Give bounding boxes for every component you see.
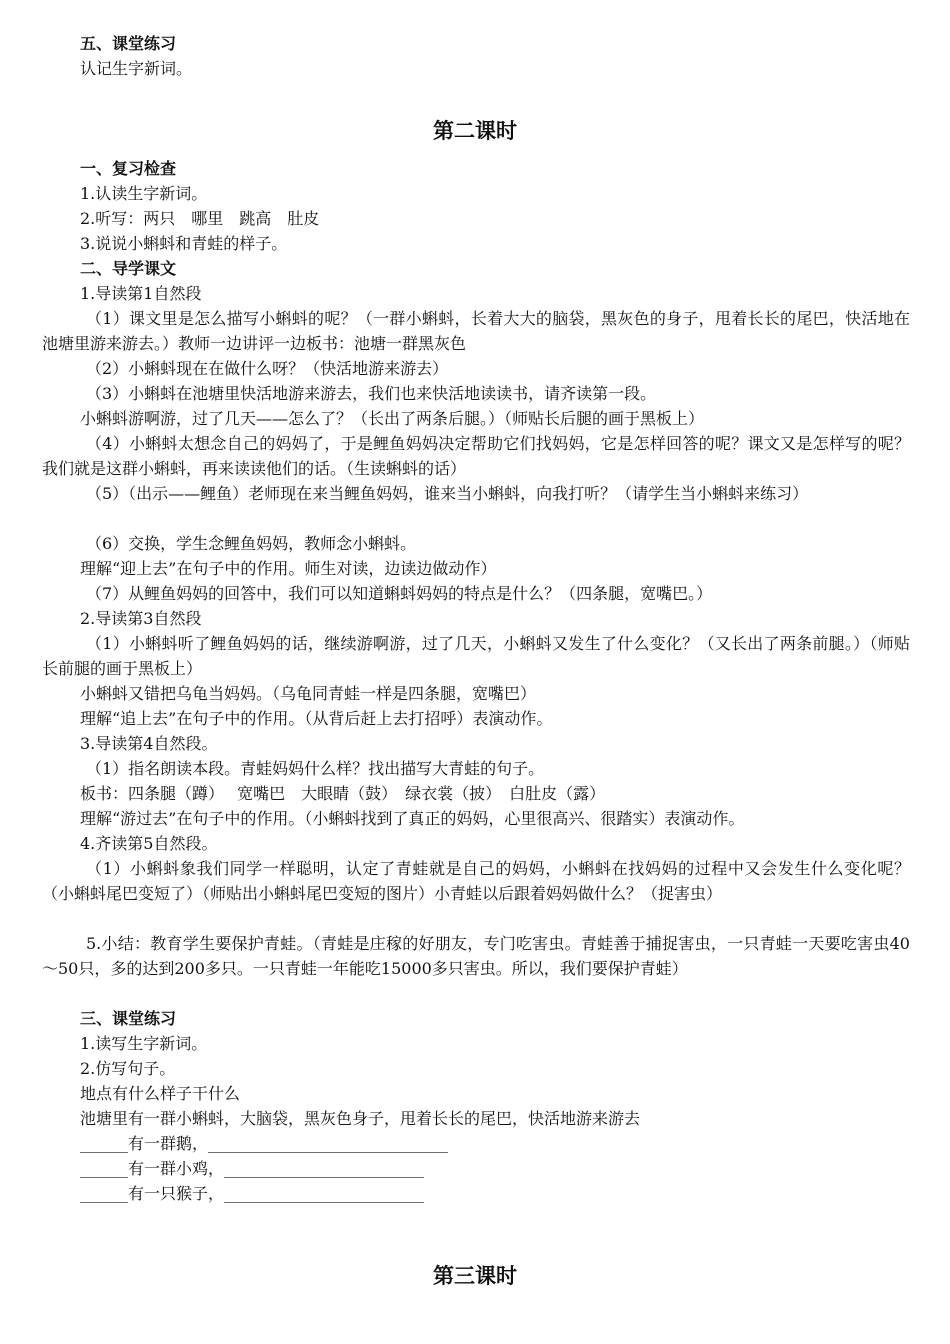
guide-p4-q1: （1）指名朗读本段。青蛙妈妈什么样？找出描写大青蛙的句子。 bbox=[86, 759, 545, 778]
guide-p1-q1: （1）课文里是怎么描写小蝌蚪的呢？（一群小蝌蚪，长着大大的脑袋，黑灰色的身子，甩着长长的尾巴，快活地在池塘里游来游去。）教师一边讲评一边板书：池塘一群黑灰色 bbox=[42, 309, 910, 353]
practice-blank-1: ______有一群鹅，______________________________ bbox=[80, 1134, 449, 1153]
guide-p5-title: 4.齐读第5自然段。 bbox=[80, 834, 218, 853]
practice-blank-3: ______有一只猴子，_________________________ bbox=[80, 1184, 425, 1203]
guide-p1-q7: （7）从鲤鱼妈妈的回答中，我们可以知道蝌蚪妈妈的特点是什么？（四条腿，宽嘴巴。） bbox=[86, 584, 713, 603]
review-item-1: 1.认读生字新词。 bbox=[80, 184, 208, 203]
guide-p1-q3: （3）小蝌蚪在池塘里快活地游来游去，我们也来快活地读读书，请齐读第一段。 bbox=[86, 384, 657, 403]
guide-p3-note1: 小蝌蚪又错把乌龟当妈妈。（乌龟同青蛙一样是四条腿，宽嘴巴） bbox=[80, 684, 537, 703]
review-item-2: 2.听写：两只 哪里 跳高 肚皮 bbox=[80, 209, 320, 228]
guide-p4-note: 理解“游过去”在句子中的作用。（小蝌蚪找到了真正的妈妈，心里很高兴、很踏实）表演动作。 bbox=[80, 809, 745, 828]
guide-p3-note2: 理解“追上去”在句子中的作用。（从背后赶上去打招呼）表演动作。 bbox=[80, 709, 553, 728]
guide-p1-q6: （6）交换，学生念鲤鱼妈妈，教师念小蝌蚪。 bbox=[86, 534, 417, 553]
review-item-3: 3.说说小蝌蚪和青蛙的样子。 bbox=[80, 234, 288, 253]
practice-example: 池塘里有一群小蝌蚪，大脑袋，黑灰色身子，甩着长长的尾巴，快活地游来游去 bbox=[80, 1109, 641, 1128]
practice-blank-2: ______有一群小鸡，_________________________ bbox=[80, 1159, 425, 1178]
guide-p1-q2: （2）小蝌蚪现在在做什么呀？（快活地游来游去） bbox=[86, 359, 449, 378]
practice-item-1: 1.读写生字新词。 bbox=[80, 1034, 208, 1053]
guide-p5-q1: （1）小蝌蚪象我们同学一样聪明，认定了青蛙就是自己的妈妈，小蝌蚪在找妈妈的过程中又会发生什么变化呢？（小蝌蚪尾巴变短了）（师贴出小蝌蚪尾巴变短的图片）小青蛙以后跟着妈妈做什么？（捉害虫） bbox=[42, 859, 910, 903]
section-heading-guide: 二、导学课文 bbox=[80, 259, 177, 278]
guide-p1-q5: （5）（出示——鲤鱼）老师现在来当鲤鱼妈妈，谁来当小蝌蚪，向我打听？（请学生当小蝌蚪来练习） bbox=[86, 484, 809, 503]
guide-p1-note: 小蝌蚪游啊游，过了几天——怎么了？（长出了两条后腿。）（师贴长后腿的画于黑板上） bbox=[80, 409, 705, 428]
guide-p4-title: 3.导读第4自然段。 bbox=[80, 734, 218, 753]
practice-text: 认记生字新词。 bbox=[80, 59, 193, 78]
guide-p3-q1: （1）小蝌蚪听了鲤鱼妈妈的话，继续游啊游，过了几天，小蝌蚪又发生了什么变化？（又长出了两条前腿。）（师贴长前腿的画于黑板上） bbox=[42, 634, 910, 678]
guide-p3-title: 2.导读第3自然段 bbox=[80, 609, 202, 628]
guide-p1-q6-note: 理解“迎上去”在句子中的作用。师生对读，边读边做动作） bbox=[80, 559, 497, 578]
guide-p1-q4: （4）小蝌蚪太想念自己的妈妈了，于是鲤鱼妈妈决定帮助它们找妈妈，它是怎样回答的呢？课文又是怎样写的呢？我们就是这群小蝌蚪，再来读读他们的话。（生读蝌蚪的话） bbox=[42, 434, 910, 478]
lesson2-title: 第二课时 bbox=[433, 119, 517, 143]
guide-summary: 5.小结：教育学生要保护青蛙。（青蛙是庄稼的好朋友，专门吃害虫。青蛙善于捕捉害虫，一只青蛙一天要吃害虫40～50只，多的达到200多只。一只青蛙一年能吃15000多只害虫。所以，我们要保护青蛙） bbox=[42, 934, 910, 978]
guide-p4-board: 板书：四条腿（蹲） 宽嘴巴 大眼睛（鼓） 绿衣裳（披） 白肚皮（露） bbox=[80, 784, 606, 803]
practice-item-2: 2.仿写句子。 bbox=[80, 1059, 176, 1078]
practice-pattern: 地点有什么样子干什么 bbox=[80, 1084, 241, 1103]
section-heading-practice: 五、课堂练习 bbox=[80, 34, 177, 53]
section-heading-practice-2: 三、课堂练习 bbox=[80, 1009, 177, 1028]
guide-p1-title: 1.导读第1自然段 bbox=[80, 284, 202, 303]
lesson3-title: 第三课时 bbox=[433, 1264, 517, 1288]
section-heading-review: 一、复习检查 bbox=[80, 159, 177, 178]
